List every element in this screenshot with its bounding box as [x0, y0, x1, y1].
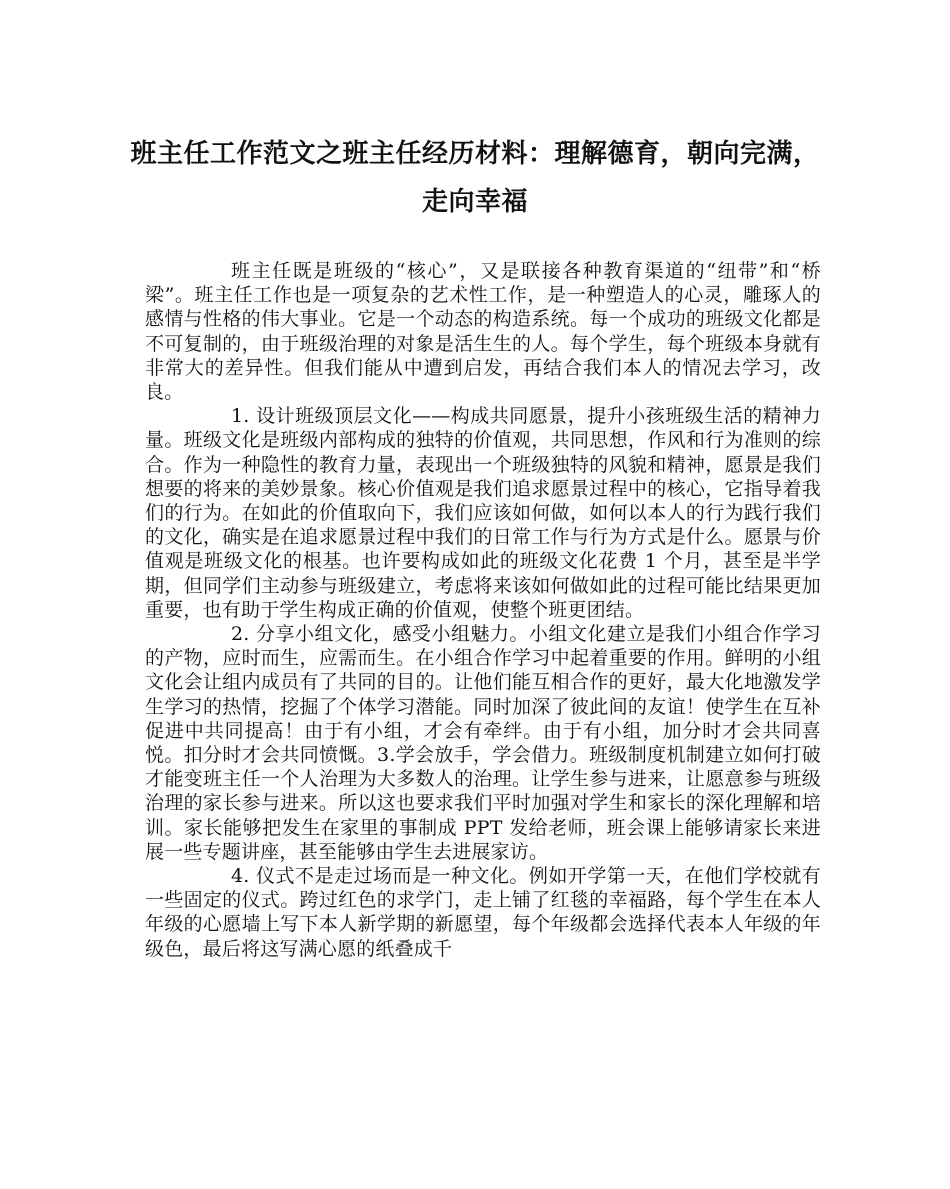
paragraph-1: 1. 设计班级顶层文化——构成共同愿景，提升小孩班级生活的精神力量。班级文化是班级内部构成的独特的价值观，共同思想，作风和行为准则的综合。作为一种隐性的教育力量，表现出一个班级独特的风貌和精神，愿景是我们想要的将来的美妙景象。核心价值观是我们追求愿景过程中的核心，它指导着我们的行为。在如此的价值取向下，我们应该如何做，如何以本人的行为践行我们的文化，确实是在追求愿景过程中我们的日常工作与行为方式是什么。愿景与价值观是班级文化的根基。也许要构成如此的班级文化花费 1 个月，甚至是半学期，但同学们主动参与班级建立，考虑将来该如何做如此的过程可能比结果更加重要，也有助于学生构成正确的价值观，使整个班更团结。	[145, 405, 821, 621]
document-title: 班主任工作范文之班主任经历材料：理解德育，朝向完满，走向幸福	[130, 139, 820, 217]
paragraph-2: 2. 分享小组文化，感受小组魅力。小组文化建立是我们小组合作学习的产物，应时而生，应需而生。在小组合作学习中起着重要的作用。鲜明的小组文化会让组内成员有了共同的目的。让他们能互相合作的更好，最大化地激发学生学习的热情，挖掘了个体学习潜能。同时加深了彼此间的友谊！使学生在互补促进中共同提高！由于有小组，才会有牵绊。由于有小组，加分时才会共同喜悦。扣分时才会共同愤慨。3.学会放手，学会借力。班级制度机制建立如何打破才能变班主任一个人治理为大多数人的治理。让学生参与进来，让愿意参与班级治理的家长参与进来。所以这也要求我们平时加强对学生和家长的深化理解和培训。家长能够把发生在家里的事制成 PPT 发给老师，班会课上能够请家长来进展一些专题讲座，甚至能够由学生去进展家访。	[145, 623, 821, 863]
paragraph-intro: 班主任既是班级的“核心”，又是联接各种教育渠道的“纽带”和“桥梁”。班主任工作也是一项复杂的艺术性工作，是一种塑造人的心灵，雕琢人的感情与性格的伟大事业。它是一个动态的构造系统。每一个成功的班级文化都是不可复制的，由于班级治理的对象是活生生的人。每个学生，每个班级本身就有非常大的差异性。但我们能从中遭到启发，再结合我们本人的情况去学习，改良。	[145, 260, 821, 404]
paragraph-4: 4. 仪式不是走过场而是一种文化。例如开学第一天，在他们学校就有一些固定的仪式。跨过红色的求学门，走上铺了红毯的幸福路，每个学生在本人年级的心愿墙上写下本人新学期的新愿望，每个年级都会选择代表本人年级的年级色，最后将这写满心愿的纸叠成千	[145, 865, 821, 960]
document-body	[145, 259, 821, 961]
